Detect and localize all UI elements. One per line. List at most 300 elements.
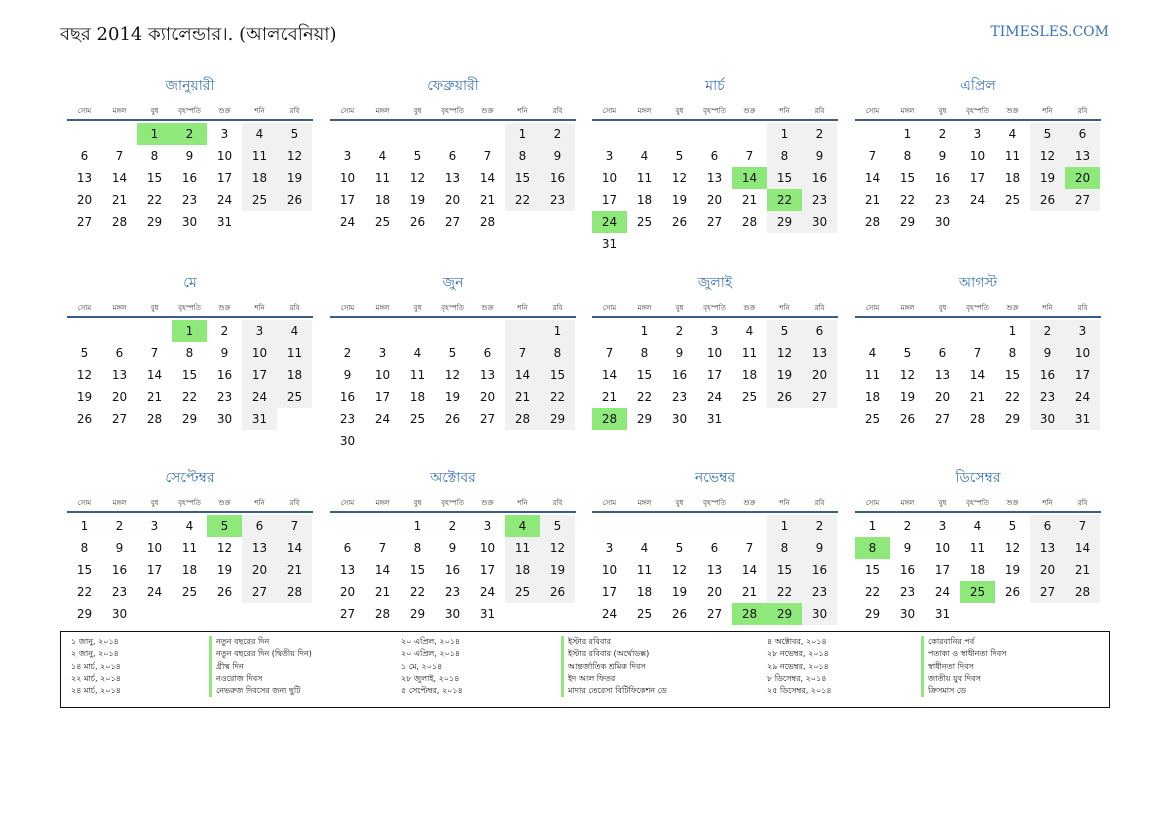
day-cell: 23 (540, 189, 575, 211)
day-cell: 9 (938, 149, 947, 163)
header-rule (330, 316, 576, 318)
holiday-date: ৫ সেপ্টেম্বর, ২০১৪ (401, 686, 463, 696)
day-cell: 15 (767, 167, 802, 189)
weekday-label: শুক্র (743, 304, 756, 312)
day-cell: 10 (242, 342, 277, 364)
day-cell: 15 (1004, 368, 1021, 382)
day-cell: 15 (76, 563, 93, 577)
month-name: জুলাই (697, 275, 733, 291)
day-cell: 31 (242, 408, 277, 430)
weekday-label: বুধ (675, 304, 684, 312)
weekday-label: শুক্র (481, 304, 494, 312)
day-cell: 3 (1065, 320, 1100, 342)
weekday-label: রবি (289, 499, 300, 507)
holiday-date: ২৮ জুলাই, ২০১৪ (401, 673, 460, 683)
holiday-day-cell: 1 (137, 123, 172, 145)
day-cell: 4 (868, 346, 877, 360)
weekday-label: রবি (814, 499, 825, 507)
day-cell: 10 (216, 149, 233, 163)
day-cell: 4 (1008, 127, 1017, 141)
day-cell: 13 (339, 563, 356, 577)
day-cell: 18 (181, 563, 198, 577)
holiday-name: আন্তর্জাতিক শ্রমিক দিবস (561, 661, 667, 673)
day-cell: 27 (934, 412, 951, 426)
day-cell: 18 (505, 559, 540, 581)
day-cell: 8 (767, 145, 802, 167)
day-cell: 14 (864, 171, 881, 185)
weekday-label: শনি (517, 304, 528, 312)
weekday-label: মঙ্গল (637, 499, 652, 507)
day-cell: 14 (277, 537, 312, 559)
day-cell: 10 (706, 346, 723, 360)
day-cell: 22 (181, 390, 198, 404)
day-cell: 25 (636, 607, 653, 621)
day-cell: 12 (671, 563, 688, 577)
day-cell: 6 (80, 149, 89, 163)
day-cell: 30 (216, 412, 233, 426)
weekday-label: বুধ (413, 304, 422, 312)
day-cell: 21 (601, 390, 618, 404)
day-cell: 13 (706, 171, 723, 185)
day-cell: 1 (868, 519, 877, 533)
month-name: এপ্রিল (960, 78, 996, 94)
day-cell: 25 (636, 215, 653, 229)
day-cell: 11 (969, 541, 986, 555)
day-cell: 10 (601, 563, 618, 577)
day-cell: 31 (216, 215, 233, 229)
day-cell: 13 (111, 368, 128, 382)
day-cell: 26 (671, 607, 688, 621)
weekday-header (330, 300, 576, 314)
holiday-name: নেভরুজ দিবসের জন্য ছুটি (209, 685, 312, 697)
day-cell: 1 (903, 127, 912, 141)
day-cell: 22 (505, 189, 540, 211)
day-cell: 1 (1008, 324, 1017, 338)
holiday-date: ২৫ ডিসেম্বর, ২০১৪ (767, 686, 832, 696)
weekday-label: সোম (77, 304, 92, 312)
day-cell: 11 (636, 563, 653, 577)
day-cell: 28 (374, 607, 391, 621)
day-cell: 13 (1030, 537, 1065, 559)
day-cell: 16 (216, 368, 233, 382)
day-cell: 11 (277, 342, 312, 364)
holiday-date: ১ মে, ২০১৪ (401, 661, 443, 671)
holiday-date-column (767, 636, 832, 697)
day-cell: 13 (706, 563, 723, 577)
day-cell: 21 (111, 193, 128, 207)
weekday-label: বৃহস্পতি (703, 499, 726, 507)
day-cell: 29 (864, 607, 881, 621)
day-cell: 27 (706, 607, 723, 621)
day-cell: 18 (636, 585, 653, 599)
holiday-name: ইস্টার রবিবার (561, 636, 667, 648)
weekday-header (592, 300, 838, 314)
day-cell: 29 (899, 215, 916, 229)
day-cell: 9 (115, 541, 124, 555)
weekday-label: বুধ (938, 304, 947, 312)
day-cell: 2 (802, 515, 837, 537)
day-cell: 14 (1065, 537, 1100, 559)
weekday-label: শনি (1042, 499, 1053, 507)
day-cell: 2 (220, 324, 229, 338)
day-cell: 16 (802, 167, 837, 189)
holiday-name: ক্রিসমাস ডে (921, 685, 1006, 697)
day-cell: 17 (969, 171, 986, 185)
weekday-label: রবি (814, 107, 825, 115)
day-cell: 10 (934, 541, 951, 555)
weekday-label: বুধ (413, 499, 422, 507)
day-cell: 5 (540, 515, 575, 537)
day-cell: 25 (409, 412, 426, 426)
holiday-date: ৮ ডিসেম্বর, ২০১৪ (767, 673, 827, 683)
day-cell: 10 (601, 171, 618, 185)
holiday-day-cell: 28 (732, 603, 767, 625)
day-cell: 24 (216, 193, 233, 207)
day-cell: 28 (864, 215, 881, 229)
day-cell: 22 (767, 581, 802, 603)
day-cell: 16 (540, 167, 575, 189)
day-cell: 5 (1030, 123, 1065, 145)
day-cell: 7 (745, 149, 754, 163)
weekday-label: মঙ্গল (900, 304, 915, 312)
day-cell: 17 (479, 563, 496, 577)
day-cell: 1 (640, 324, 649, 338)
day-cell: 28 (1065, 581, 1100, 603)
day-cell: 25 (181, 585, 198, 599)
day-cell: 19 (444, 390, 461, 404)
weekday-label: সোম (865, 107, 880, 115)
day-cell: 26 (671, 215, 688, 229)
day-cell: 5 (277, 123, 312, 145)
day-cell: 26 (277, 189, 312, 211)
day-cell: 22 (1004, 390, 1021, 404)
day-cell: 2 (115, 519, 124, 533)
weekday-label: বৃহস্পতি (178, 107, 201, 115)
day-cell: 18 (374, 193, 391, 207)
day-cell: 4 (378, 149, 387, 163)
weekday-label: শুক্র (1006, 107, 1019, 115)
weekday-label: রবি (1077, 499, 1088, 507)
day-cell: 6 (1065, 123, 1100, 145)
day-cell: 24 (146, 585, 163, 599)
day-cell: 4 (413, 346, 422, 360)
holiday-name: ইস্টার রবিবার (অর্থোডক্স) (561, 648, 667, 660)
day-cell: 15 (540, 364, 575, 386)
day-cell: 30 (802, 603, 837, 625)
header-rule (67, 511, 313, 513)
day-cell: 1 (413, 519, 422, 533)
day-cell: 27 (242, 581, 277, 603)
weekday-label: শনি (254, 107, 265, 115)
day-cell: 26 (444, 412, 461, 426)
weekday-label: সোম (602, 107, 617, 115)
day-cell: 29 (146, 215, 163, 229)
day-cell: 20 (242, 559, 277, 581)
holiday-date-column (71, 636, 121, 697)
day-cell: 27 (76, 215, 93, 229)
weekday-label: সোম (865, 499, 880, 507)
weekday-header (855, 103, 1101, 117)
header-rule (855, 316, 1101, 318)
day-cell: 28 (146, 412, 163, 426)
weekday-label: বুধ (150, 499, 159, 507)
day-cell: 6 (710, 149, 719, 163)
day-cell: 31 (1065, 408, 1100, 430)
day-cell: 9 (1030, 342, 1065, 364)
day-cell: 22 (409, 585, 426, 599)
day-cell: 15 (505, 167, 540, 189)
day-cell: 21 (479, 193, 496, 207)
weekday-label: মঙ্গল (375, 107, 390, 115)
day-cell: 20 (76, 193, 93, 207)
day-cell: 15 (636, 368, 653, 382)
weekday-label: বুধ (413, 107, 422, 115)
day-cell: 3 (483, 519, 492, 533)
day-cell: 12 (671, 171, 688, 185)
day-cell: 30 (444, 607, 461, 621)
holiday-date: ১৪ মার্চ, ২০১৪ (71, 661, 121, 671)
holiday-day-cell: 5 (207, 515, 242, 537)
holiday-name-column (561, 636, 667, 697)
day-cell: 12 (216, 541, 233, 555)
month-name: নভেম্বর (694, 470, 736, 486)
weekday-label: মঙ্গল (112, 499, 127, 507)
holiday-day-cell: 22 (767, 189, 802, 211)
weekday-label: সোম (602, 499, 617, 507)
weekday-label: শনি (517, 107, 528, 115)
holiday-date: ১ জানু, ২০১৪ (71, 637, 119, 646)
day-cell: 11 (636, 171, 653, 185)
day-cell: 3 (710, 324, 719, 338)
day-cell: 4 (277, 320, 312, 342)
day-cell: 14 (505, 364, 540, 386)
day-cell: 4 (640, 541, 649, 555)
day-cell: 9 (675, 346, 684, 360)
day-cell: 20 (479, 390, 496, 404)
holiday-day-cell: 28 (592, 408, 627, 430)
day-cell: 24 (242, 386, 277, 408)
holiday-name: মাদার তেরেসা বিটিফিকেশন ডে (561, 685, 667, 697)
day-cell: 19 (1030, 167, 1065, 189)
day-cell: 12 (277, 145, 312, 167)
day-cell: 5 (767, 320, 802, 342)
day-cell: 12 (444, 368, 461, 382)
day-cell: 6 (343, 541, 352, 555)
day-cell: 30 (934, 215, 951, 229)
day-cell: 17 (374, 390, 391, 404)
day-cell: 20 (934, 390, 951, 404)
day-cell: 3 (150, 519, 159, 533)
day-cell: 23 (802, 581, 837, 603)
day-cell: 10 (479, 541, 496, 555)
day-cell: 3 (973, 127, 982, 141)
weekday-header (67, 103, 313, 117)
day-cell: 10 (1065, 342, 1100, 364)
site-link[interactable]: TIMESLES.COM (990, 24, 1109, 40)
day-cell: 7 (973, 346, 982, 360)
weekday-label: বৃহস্পতি (703, 107, 726, 115)
holiday-day-cell: 25 (960, 581, 995, 603)
day-cell: 19 (1004, 563, 1021, 577)
day-cell: 9 (448, 541, 457, 555)
day-cell: 21 (1065, 559, 1100, 581)
day-cell: 9 (343, 368, 352, 382)
day-cell: 2 (540, 123, 575, 145)
day-cell: 6 (1030, 515, 1065, 537)
weekday-label: সোম (340, 499, 355, 507)
day-cell: 19 (767, 364, 802, 386)
day-cell: 22 (864, 585, 881, 599)
day-cell: 18 (864, 390, 881, 404)
day-cell: 5 (675, 541, 684, 555)
holiday-date: ৪ অক্টোবর, ২০১৪ (767, 637, 827, 646)
day-cell: 26 (767, 386, 802, 408)
day-cell: 4 (640, 149, 649, 163)
weekday-label: মঙ্গল (900, 499, 915, 507)
day-cell: 8 (903, 149, 912, 163)
day-cell: 22 (636, 390, 653, 404)
day-cell: 20 (339, 585, 356, 599)
weekday-label: বুধ (675, 499, 684, 507)
day-cell: 25 (374, 215, 391, 229)
day-cell: 30 (1030, 408, 1065, 430)
holiday-name: নওরোজ দিবস (209, 673, 312, 685)
day-cell: 9 (220, 346, 229, 360)
day-cell: 3 (242, 320, 277, 342)
weekday-label: বুধ (150, 107, 159, 115)
day-cell: 25 (1004, 193, 1021, 207)
weekday-label: শুক্র (218, 499, 231, 507)
weekday-label: বৃহস্পতি (703, 304, 726, 312)
header-rule (67, 119, 313, 121)
month-name: মে (183, 275, 197, 291)
day-cell: 15 (181, 368, 198, 382)
holiday-name: স্বাধীনতা দিবস (921, 661, 1006, 673)
day-cell: 22 (76, 585, 93, 599)
weekday-label: বুধ (938, 107, 947, 115)
day-cell: 2 (903, 519, 912, 533)
weekday-label: রবি (552, 304, 563, 312)
day-cell: 23 (111, 585, 128, 599)
month-name: জুন (442, 275, 464, 291)
day-cell: 23 (339, 412, 356, 426)
day-cell: 12 (1004, 541, 1021, 555)
holiday-day-cell: 4 (505, 515, 540, 537)
day-cell: 20 (802, 364, 837, 386)
day-cell: 13 (1065, 145, 1100, 167)
day-cell: 28 (969, 412, 986, 426)
day-cell: 15 (409, 563, 426, 577)
day-cell: 31 (706, 412, 723, 426)
weekday-label: শনি (779, 107, 790, 115)
holiday-day-cell: 8 (855, 537, 890, 559)
day-cell: 3 (343, 149, 352, 163)
day-cell: 21 (864, 193, 881, 207)
day-cell: 14 (741, 563, 758, 577)
day-cell: 13 (802, 342, 837, 364)
day-cell: 26 (409, 215, 426, 229)
day-cell: 9 (802, 537, 837, 559)
day-cell: 7 (1065, 515, 1100, 537)
day-cell: 2 (343, 346, 352, 360)
day-cell: 16 (444, 563, 461, 577)
day-cell: 16 (339, 390, 356, 404)
holiday-day-cell: 20 (1065, 167, 1100, 189)
day-cell: 7 (115, 149, 124, 163)
day-cell: 21 (969, 390, 986, 404)
day-cell: 10 (374, 368, 391, 382)
weekday-label: শনি (254, 499, 265, 507)
day-cell: 25 (864, 412, 881, 426)
weekday-label: রবি (1077, 107, 1088, 115)
day-cell: 16 (1030, 364, 1065, 386)
day-cell: 28 (111, 215, 128, 229)
page-title: বছর 2014 ক্যালেন্ডার।. (আলবেনিয়া) (60, 24, 337, 45)
day-cell: 30 (181, 215, 198, 229)
day-cell: 23 (802, 189, 837, 211)
day-cell: 21 (741, 585, 758, 599)
weekday-header (67, 300, 313, 314)
day-cell: 10 (969, 149, 986, 163)
day-cell: 9 (802, 145, 837, 167)
day-cell: 7 (745, 541, 754, 555)
day-cell: 19 (76, 390, 93, 404)
day-cell: 15 (146, 171, 163, 185)
holiday-list (60, 631, 1110, 708)
day-cell: 20 (706, 585, 723, 599)
day-cell: 11 (409, 368, 426, 382)
holiday-date: ২৯ নভেম্বর, ২০১৪ (767, 661, 829, 671)
header-rule (855, 119, 1101, 121)
day-cell: 7 (150, 346, 159, 360)
holiday-name: জাতীয় যুব দিবস (921, 673, 1006, 685)
day-cell: 19 (540, 559, 575, 581)
day-cell: 19 (277, 167, 312, 189)
day-cell: 13 (479, 368, 496, 382)
day-cell: 13 (934, 368, 951, 382)
weekday-label: বুধ (150, 304, 159, 312)
day-cell: 5 (1008, 519, 1017, 533)
weekday-label: রবি (1077, 304, 1088, 312)
header-rule (67, 316, 313, 318)
weekday-header (592, 103, 838, 117)
day-cell: 18 (636, 193, 653, 207)
day-cell: 4 (973, 519, 982, 533)
day-cell: 31 (934, 607, 951, 621)
day-cell: 14 (969, 368, 986, 382)
holiday-date: ২৮ নভেম্বর, ২০১৪ (767, 649, 829, 659)
weekday-label: শনি (517, 499, 528, 507)
day-cell: 8 (767, 537, 802, 559)
weekday-label: বৃহস্পতি (441, 499, 464, 507)
header-rule (592, 511, 838, 513)
day-cell: 23 (181, 193, 198, 207)
day-cell: 9 (185, 149, 194, 163)
weekday-label: বৃহস্পতি (966, 107, 989, 115)
day-cell: 22 (899, 193, 916, 207)
weekday-label: রবি (289, 304, 300, 312)
day-cell: 6 (938, 346, 947, 360)
day-cell: 30 (111, 607, 128, 621)
day-cell: 11 (741, 346, 758, 360)
day-cell: 18 (242, 167, 277, 189)
day-cell: 13 (444, 171, 461, 185)
day-cell: 23 (1030, 386, 1065, 408)
day-cell: 5 (448, 346, 457, 360)
weekday-header (855, 495, 1101, 509)
day-cell: 18 (969, 563, 986, 577)
day-cell: 17 (706, 368, 723, 382)
